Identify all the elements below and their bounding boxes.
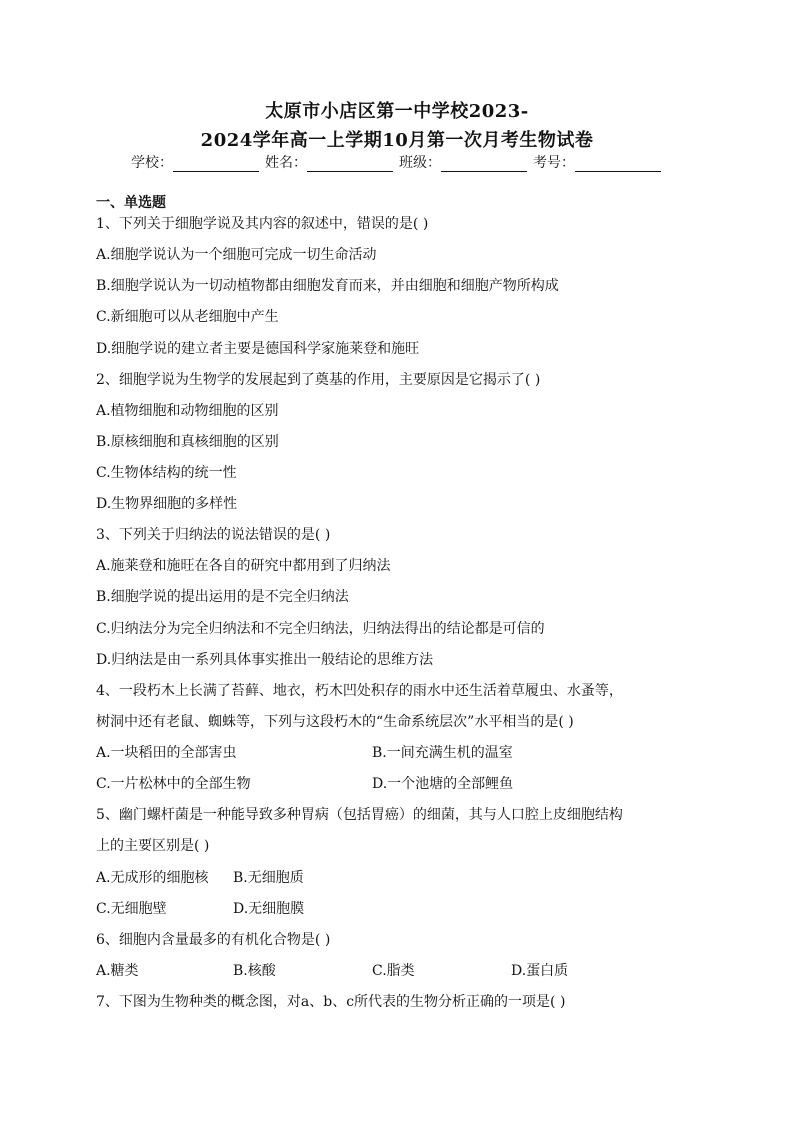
question-6-option-d: D.蛋白质	[511, 963, 569, 979]
exam-number-label: 考号：	[533, 155, 575, 171]
question-6-option-a: A.糖类	[96, 963, 139, 979]
class-label: 班级：	[399, 155, 441, 171]
question-1-option-d: D.细胞学说的建立者主要是德国科学家施莱登和施旺	[96, 341, 420, 357]
question-1-option-c: C.新细胞可以从老细胞中产生	[96, 309, 279, 325]
exam-number-blank[interactable]	[575, 157, 661, 172]
question-7-stem: 7、下图为生物种类的概念图，对a、b、c所代表的生物分析正确的一项是( )	[96, 994, 566, 1010]
school-blank[interactable]	[173, 157, 259, 172]
question-4-option-b: B.一间充满生机的温室	[372, 745, 513, 761]
question-3-option-d: D.归纳法是由一系列具体事实推出一般结论的思维方法	[96, 652, 434, 668]
question-1-option-a: A.细胞学说认为一个细胞可完成一切生命活动	[96, 247, 377, 263]
question-3-option-a: A.施莱登和施旺在各自的研究中都用到了归纳法	[96, 558, 391, 574]
question-1-option-b: B.细胞学说认为一切动植物都由细胞发育而来，并由细胞和细胞产物所构成	[96, 278, 559, 294]
question-3-stem: 3、下列关于归纳法的说法错误的是( )	[96, 527, 331, 543]
question-5-stem-line2: 上的主要区别是( )	[96, 838, 210, 854]
question-3-option-b: B.细胞学说的提出运用的是不完全归纳法	[96, 589, 349, 605]
question-5-option-b: B.无细胞质	[233, 870, 304, 886]
exam-title-line2: 2024学年高一上学期10月第一次月考生物试卷	[200, 130, 594, 151]
class-blank[interactable]	[441, 157, 527, 172]
question-2-option-a: A.植物细胞和动物细胞的区别	[96, 403, 279, 419]
question-4-option-d: D.一个池塘的全部鲤鱼	[372, 776, 514, 792]
section-title: 一、单选题	[96, 195, 166, 211]
name-label: 姓名：	[265, 155, 307, 171]
question-5-option-a: A.无成形的细胞核	[96, 870, 209, 886]
question-4-stem-line2: 树洞中还有老鼠、蜘蛛等，下列与这段朽木的“生命系统层次”水平相当的是( )	[96, 714, 574, 730]
question-2-option-c: C.生物体结构的统一性	[96, 465, 237, 481]
question-4-option-c: C.一片松林中的全部生物	[96, 776, 251, 792]
exam-title-line1: 太原市小店区第一中学校2023-	[265, 101, 529, 122]
question-6-option-b: B.核酸	[233, 963, 276, 979]
question-2-option-b: B.原核细胞和真核细胞的区别	[96, 434, 279, 450]
question-2-option-d: D.生物界细胞的多样性	[96, 496, 238, 512]
school-label: 学校：	[131, 155, 173, 171]
question-5-option-d: D.无细胞膜	[233, 901, 305, 917]
question-2-stem: 2、细胞学说为生物学的发展起到了奠基的作用，主要原因是它揭示了( )	[96, 372, 541, 388]
question-1-stem: 1、下列关于细胞学说及其内容的叙述中，错误的是( )	[96, 216, 429, 232]
question-4-option-a: A.一块稻田的全部害虫	[96, 745, 237, 761]
question-5-stem-line1: 5、幽门螺杆菌是一种能导致多种胃病（包括胃癌）的细菌，其与人口腔上皮细胞结构	[96, 807, 623, 823]
question-5-option-c: C.无细胞壁	[96, 901, 167, 917]
question-6-option-c: C.脂类	[372, 963, 415, 979]
student-info-row	[0, 152, 794, 172]
question-6-stem: 6、细胞内含量最多的有机化合物是( )	[96, 932, 331, 948]
question-4-stem-line1: 4、一段朽木上长满了苔藓、地衣，朽木凹处积存的雨水中还生活着草履虫、水蚤等，	[96, 683, 623, 699]
question-3-option-c: C.归纳法分为完全归纳法和不完全归纳法，归纳法得出的结论都是可信的	[96, 621, 545, 637]
name-blank[interactable]	[307, 157, 393, 172]
